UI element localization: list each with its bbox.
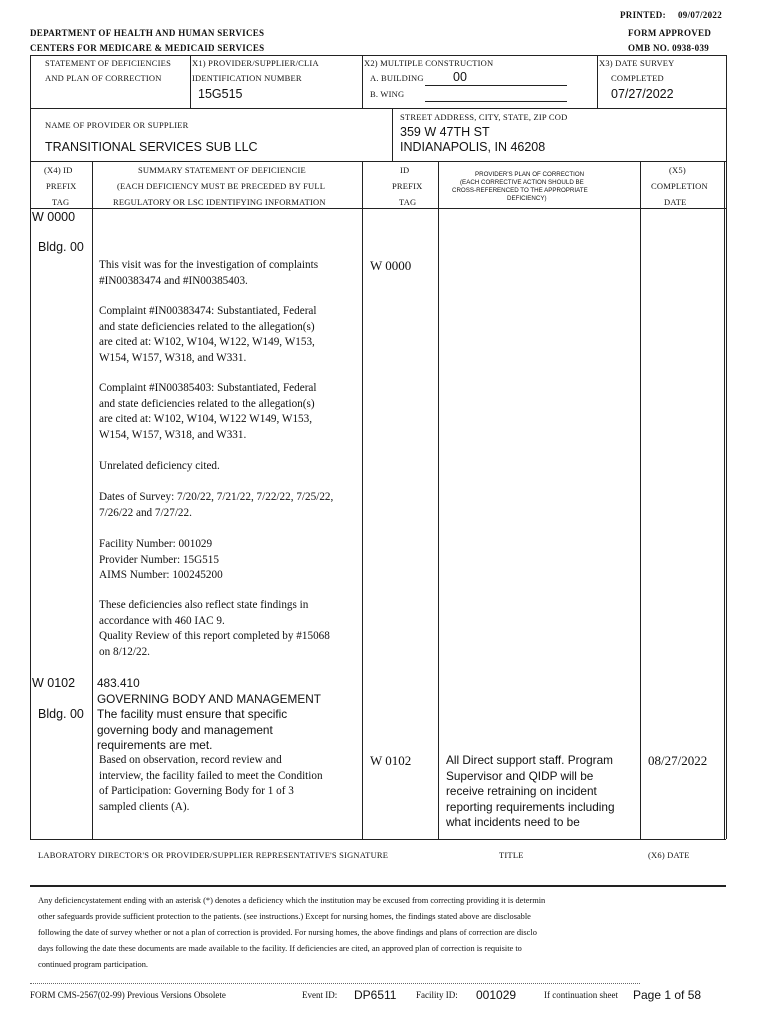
x1-sublabel: IDENTIFICATION NUMBER <box>192 73 302 83</box>
col-x4-prefix: PREFIX <box>46 181 77 191</box>
complaint-1-paragraph <box>99 304 317 366</box>
rule-v-col2 <box>362 161 363 839</box>
col-id-prefix: PREFIX <box>392 181 423 191</box>
text-line: All Direct support staff. Program <box>446 753 613 767</box>
rule-v-col4 <box>640 161 641 839</box>
plan-of-correction-text <box>446 753 615 831</box>
statement-label-2: AND PLAN OF CORRECTION <box>45 73 162 83</box>
col-x5-label: (X5) <box>669 165 686 175</box>
text-line: Dates of Survey: 7/20/22, 7/21/22, 7/22/22, 7/25/22, <box>99 491 334 503</box>
text-line: Provider Number: 15G515 <box>99 553 219 566</box>
rule-v-address <box>392 108 393 161</box>
wing-label: B. WING <box>370 89 405 99</box>
legal-line: continued program participation. <box>38 960 149 969</box>
text-line: requirements are met. <box>97 738 213 752</box>
page-number: Page 1 of 58 <box>633 988 702 1002</box>
rule-v-col3 <box>438 161 439 839</box>
rule-legal-bottom <box>30 983 640 984</box>
governing-body-finding <box>99 753 323 815</box>
event-id-value: DP6511 <box>354 988 397 1002</box>
provider-name-label: NAME OF PROVIDER OR SUPPLIER <box>45 120 189 130</box>
building-label: A. BUILDING <box>370 73 424 83</box>
legal-line: Any deficiencystatement ending with an asterisk (*) denotes a deficiency which the institution may be excused from correcting providing it is determin <box>38 896 546 905</box>
summary-intro-paragraph <box>99 258 318 289</box>
row2-right-tag: W 0102 <box>370 753 412 768</box>
legal-line: days following the date these documents are made available to the facility. If deficiencies are cited, an approved plan of correction is requisite to <box>38 944 522 953</box>
text-line: GOVERNING BODY AND MANAGEMENT <box>97 691 321 706</box>
unrelated-paragraph <box>99 459 220 475</box>
text-line: AIMS Number: 100245200 <box>99 569 223 581</box>
rule-top-box <box>30 108 726 109</box>
rule-v-x3 <box>597 55 598 108</box>
complaint-2-paragraph <box>99 381 317 443</box>
rule-v-col5 <box>724 161 725 839</box>
x3-label: X3) DATE SURVEY <box>599 58 675 68</box>
text-line: W154, W157, W318, and W331. <box>99 428 247 441</box>
rule-table-bottom <box>30 839 726 840</box>
facility-id-value: 001029 <box>476 988 517 1002</box>
row1-right-tag: W 0000 <box>370 258 412 273</box>
col-x5-date: DATE <box>664 197 687 207</box>
text-line: These deficiencies also reflect state findings in <box>99 599 309 611</box>
col-summary-2: (EACH DEFICIENCY MUST BE PRECEDED BY FULL <box>117 181 326 191</box>
col-summary-3: REGULATORY OR LSC IDENTIFYING INFORMATION <box>113 197 326 207</box>
event-id-label: Event ID: <box>302 990 338 1000</box>
text-line: interview, the facility failed to meet the Condition <box>99 769 323 782</box>
text-line: what incidents need to be <box>446 815 580 829</box>
form-approved: FORM APPROVED <box>628 28 712 38</box>
continuation-label: If continuation sheet <box>544 990 618 1000</box>
row1-building: Bldg. 00 <box>38 240 84 254</box>
text-line: #IN00383474 and #IN00385403. <box>99 274 248 287</box>
building-value: 00 <box>453 70 467 84</box>
row2-id-tag: W 0102 <box>32 676 76 690</box>
rule-column-headers <box>30 208 726 209</box>
printed-date: 09/07/2022 <box>678 10 723 20</box>
col-x4-tag: TAG <box>52 197 70 207</box>
state-findings-paragraph <box>99 598 330 660</box>
legal-line: following the date of survey whether or not a plan of correction is provided. For nursing homes, the above findings and plans of correction are disclo <box>38 928 537 937</box>
col-id-tag: TAG <box>399 197 417 207</box>
address-line-2: INDIANAPOLIS, IN 46208 <box>400 140 546 154</box>
legal-line: other safeguards provide sufficient protection to the patients. (see instructions.) Except for nursing homes, the findings stated above are disclosable <box>38 912 531 921</box>
text-line: reporting requirements including <box>446 799 615 814</box>
col-plan-4: DEFICIENCY) <box>507 195 547 202</box>
provider-name-value: TRANSITIONAL SERVICES SUB LLC <box>45 140 258 154</box>
text-line: W154, W157, W318, and W331. <box>99 351 247 364</box>
statement-label-1: STATEMENT OF DEFICIENCIES <box>45 58 172 68</box>
col-x5-completion: COMPLETION <box>651 181 708 191</box>
text-line: of Participation: Governing Body for 1 of 3 <box>99 785 294 797</box>
legal-disclaimer <box>38 893 728 973</box>
omb-number: OMB NO. 0938-039 <box>628 43 710 53</box>
col-plan-1: PROVIDER'S PLAN OF CORRECTION <box>475 171 585 178</box>
governing-body-heading <box>97 676 321 754</box>
form-number: FORM CMS-2567(02-99) Previous Versions Obsolete <box>30 990 226 1000</box>
col-plan-2: (EACH CORRECTIVE ACTION SHOULD BE <box>460 179 584 186</box>
text-line: accordance with 460 IAC 9. <box>99 614 225 627</box>
signature-label: LABORATORY DIRECTOR'S OR PROVIDER/SUPPLIER REPRESENTATIVE'S SIGNATURE <box>38 850 389 860</box>
col-x4-label: (X4) ID <box>44 165 73 175</box>
printed-label: PRINTED: <box>620 10 666 20</box>
text-line: This visit was for the investigation of complaints <box>99 259 319 271</box>
building-underline <box>425 85 567 86</box>
rule-top <box>30 55 726 56</box>
department-title: DEPARTMENT OF HEALTH AND HUMAN SERVICES <box>30 28 265 38</box>
address-line-1: 359 W 47TH ST <box>400 125 490 139</box>
col-summary-1: SUMMARY STATEMENT OF DEFICIENCIE <box>138 165 306 175</box>
x3-sublabel: COMPLETED <box>611 73 664 83</box>
text-line: Complaint #IN00385403: Substantiated, Federal <box>99 382 317 394</box>
rule-left <box>30 55 31 839</box>
col-plan-3: CROSS-REFERENCED TO THE APPROPRIATE <box>452 187 588 194</box>
text-line: Quality Review of this report completed by #15068 <box>99 630 330 642</box>
centers-title: CENTERS FOR MEDICARE & MEDICAID SERVICES <box>30 43 265 53</box>
wing-underline <box>425 101 567 102</box>
x1-label: X1) PROVIDER/SUPPLIER/CLIA <box>192 58 319 68</box>
text-line: and state deficiencies related to the allegation(s) <box>99 397 315 410</box>
text-line: receive retraining on incident <box>446 784 597 798</box>
text-line: on 8/12/22. <box>99 645 150 658</box>
text-line: 483.410 <box>97 676 140 690</box>
text-line: Facility Number: 001029 <box>99 538 213 550</box>
rule-v-col1 <box>92 161 93 839</box>
address-label: STREET ADDRESS, CITY, STATE, ZIP COD <box>400 112 568 122</box>
text-line: Complaint #IN00383474: Substantiated, Federal <box>99 305 317 317</box>
provider-id-value: 15G515 <box>198 87 243 101</box>
text-line: are cited at: W102, W104, W122 W149, W153, <box>99 413 313 425</box>
text-line: The facility must ensure that specific <box>97 707 288 721</box>
survey-dates-paragraph <box>99 490 333 521</box>
text-line: governing body and management <box>97 722 273 737</box>
rule-right <box>726 55 727 839</box>
survey-date-value: 07/27/2022 <box>611 87 674 101</box>
text-line: are cited at: W102, W104, W122, W149, W153, <box>99 336 315 348</box>
facility-numbers-paragraph <box>99 537 223 584</box>
x2-label: X2) MULTIPLE CONSTRUCTION <box>364 58 494 68</box>
rule-v-x1 <box>190 55 191 108</box>
signature-title-label: TITLE <box>499 850 524 860</box>
text-line: 7/26/22 and 7/27/22. <box>99 506 192 519</box>
text-line: Unrelated deficiency cited. <box>99 460 220 472</box>
rule-v-x2 <box>362 55 363 108</box>
text-line: Supervisor and QIDP will be <box>446 768 594 783</box>
text-line: Based on observation, record review and <box>99 754 282 766</box>
row1-id-tag: W 0000 <box>32 210 76 224</box>
signature-date-label: (X6) DATE <box>648 850 690 860</box>
facility-id-label: Facility ID: <box>416 990 458 1000</box>
col-id-label: ID <box>400 165 410 175</box>
rule-provider <box>30 161 726 162</box>
completion-date-value: 08/27/2022 <box>648 753 708 768</box>
text-line: and state deficiencies related to the allegation(s) <box>99 320 315 333</box>
text-line: sampled clients (A). <box>99 800 190 813</box>
rule-signature <box>30 885 726 887</box>
row2-building: Bldg. 00 <box>38 707 84 721</box>
